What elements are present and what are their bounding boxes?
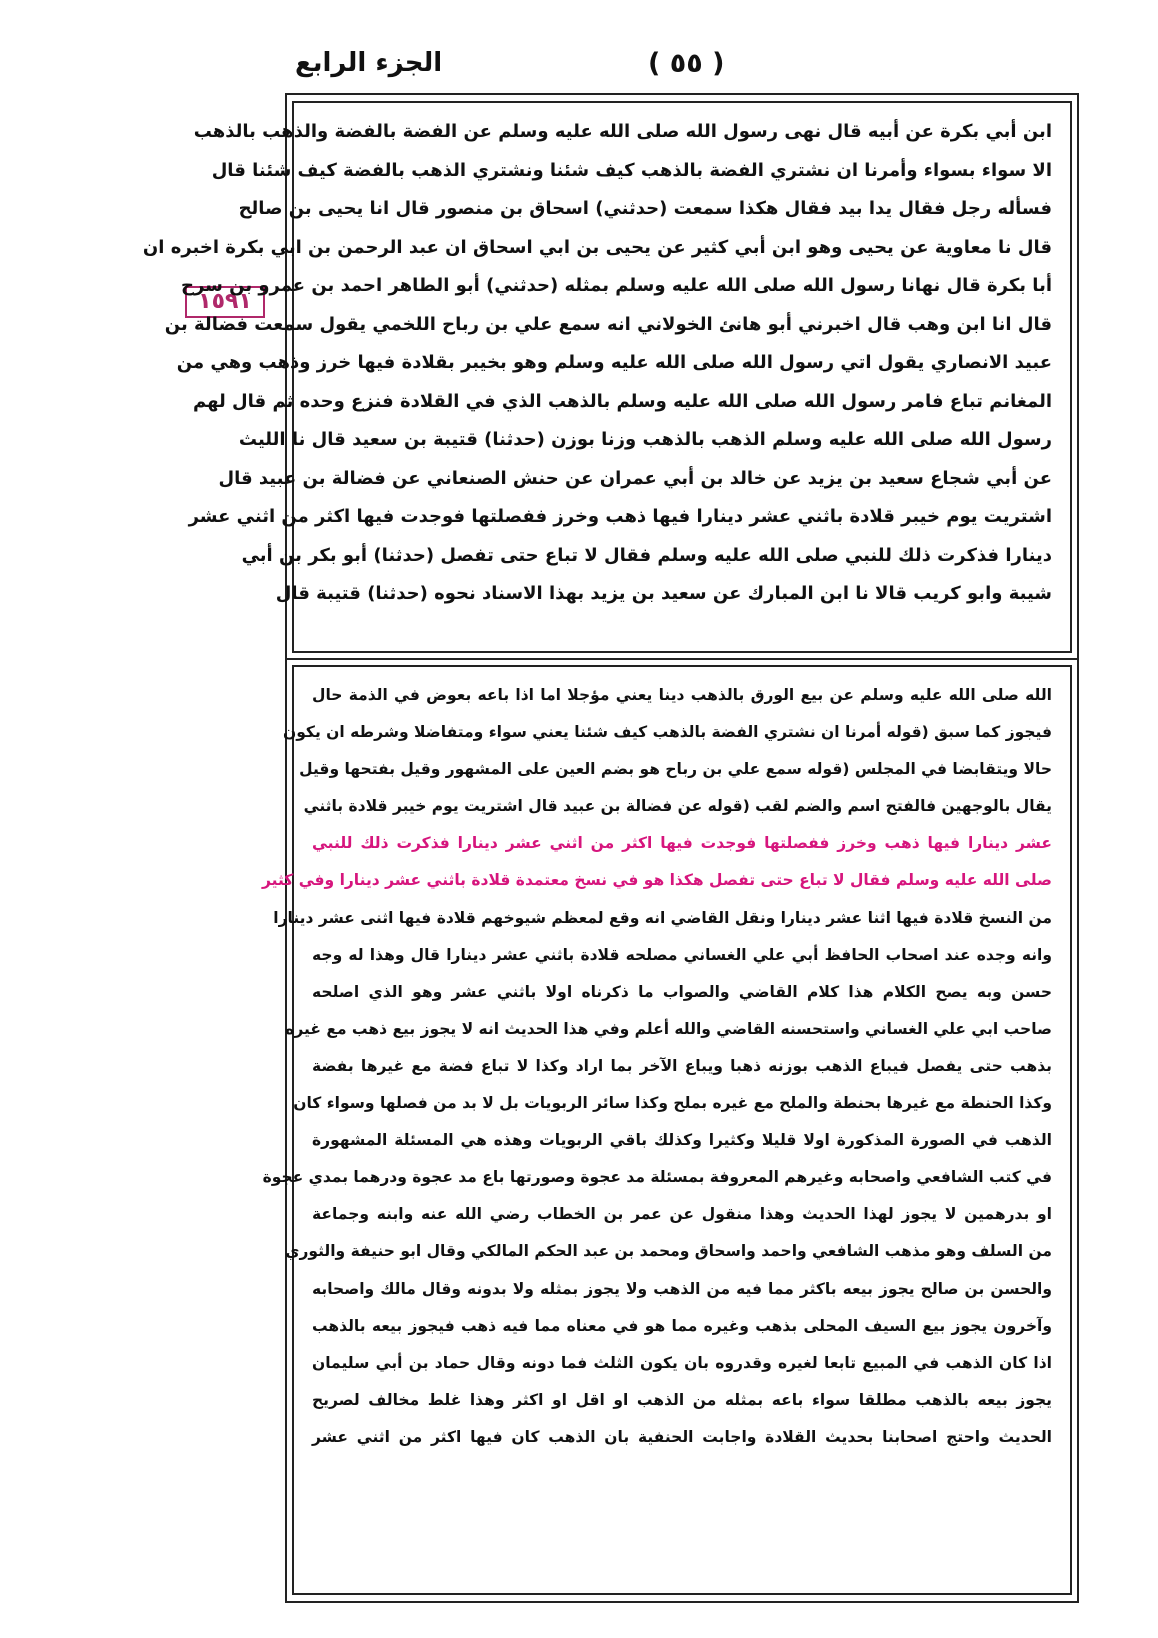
commentary-line: حالا ويتقابضا في المجلس (قوله سمع علي بن رباح هو بضم العين على المشهور وقيل بفتحها وقيل xyxy=(299,760,1052,779)
hadith-line: المغانم تباع فامر رسول الله صلى الله عليه وسلم بالذهب الذي في القلادة فنزع وحده ثم قال لهم xyxy=(193,390,1052,412)
hadith-line: عن أبي شجاع سعيد بن يزيد عن خالد بن أبي عمران عن حنش الصنعاني عن فضالة بن عبيد قال xyxy=(218,467,1052,489)
hadith-line: أبا بكرة قال نهانا رسول الله صلى الله عليه وسلم بمثله (حدثني) أبو الطاهر احمد بن عمرو بن سرح xyxy=(180,275,1052,296)
commentary-line: الحديث واحتج اصحابنا بحديث القلادة واجابت الحنفية بان الذهب كان فيها اكثر من اثني عشر xyxy=(312,1427,1052,1446)
commentary-line: فيجوز كما سبق (قوله أمرنا ان نشتري الفضة بالذهب كيف شئنا يعني سواء ومتفاضلا وشرطه ان يكون xyxy=(282,723,1052,742)
hadith-line: دينارا فذكرت ذلك للنبي صلى الله عليه وسلم فقال لا تباع حتى تفصل (حدثنا) أبو بكر بن أبي xyxy=(241,544,1052,566)
commentary-line: او بدرهمين لا يجوز لهذا الحديث وهذا منقول عن عمر بن الخطاب رضي الله عنه وابنه وجماعة xyxy=(312,1205,1052,1224)
hadith-line: رسول الله صلى الله عليه وسلم الذهب بالذهب وزنا بوزن (حدثنا) قتيبة بن سعيد قال نا الليث xyxy=(238,429,1052,450)
hadith-line: شيبة وابو كريب قالا نا ابن المبارك عن سعيد بن يزيد بهذا الاسناد نحوه (حدثنا) قتيبة قال xyxy=(275,583,1052,604)
commentary-line: في كتب الشافعي واصحابه وغيرهم المعروفة بمسئلة مد عجوة وصورتها باع مد عجوة ودرهما بمدي عجوة xyxy=(262,1168,1052,1187)
hadith-line: الا سواء بسواء وأمرنا ان نشتري الفضة بالذهب كيف شئنا ونشتري الذهب بالفضة كيف شئنا قال xyxy=(211,159,1052,181)
commentary-line: وكذا الحنطة مع غيرها بحنطة والملح مع غيره بملح وكذا سائر الربويات بل لا بد من فصلها وسواء كان xyxy=(293,1094,1052,1113)
commentary-line: يقال بالوجهين فالفتح اسم والضم لقب (قوله عن فضالة بن عبيد قال اشتريت يوم خيبر قلادة باثني xyxy=(303,797,1052,816)
commentary-text-box xyxy=(262,665,1072,1595)
commentary-line: الذهب في الصورة المذكورة اولا قليلا وكثيرا وكذلك باقي الربويات وهذه هي المسئلة المشهورة xyxy=(312,1131,1052,1150)
commentary-line-highlighted: عشر دينارا فيها ذهب وخرز ففصلتها فوجدت فيها اكثر من اثني عشر دينارا فذكرت ذلك للنبي xyxy=(312,834,1052,853)
commentary-line: الله صلى الله عليه وسلم عن بيع الورق بالذهب دينا يعني مؤجلا اما اذا باعه بعوض في الذمة حال xyxy=(312,686,1052,704)
commentary-line xyxy=(312,1456,1052,1493)
commentary-line: من النسخ قلادة فيها اثنا عشر دينارا ونقل القاضي انه وقع لمعظم شيوخهم قلادة فيها اثنى عشر دينارا xyxy=(273,908,1052,927)
hadith-line: قال نا معاوية عن يحيى وهو ابن أبي كثير عن يحيى بن ابي اسحاق ان عبد الرحمن بن ابي بكرة اخبره ان xyxy=(142,236,1052,258)
commentary-line: حسن وبه يصح الكلام هذا كلام القاضي والصواب ما ذكرناه اولا باثني عشر وهو الذي اصلحه xyxy=(312,982,1052,1001)
commentary-line: اذا كان الذهب في المبيع تابعا لغيره وقدروه بان يكون الثلث فما دونه وقال حماد بن أبي سليمان xyxy=(312,1353,1052,1372)
commentary-line: صاحب ابي علي الغساني واستحسنه القاضي والله أعلم وفي هذا الحديث انه لا يجوز بيع ذهب مع غيره xyxy=(285,1019,1052,1038)
commentary-line: يجوز بيعه بالذهب مطلقا سواء باعه بمثله من الذهب او اقل او اكثر وهذا غلط مخالف لصريح xyxy=(312,1390,1052,1409)
hadith-line: ابن أبي بكرة عن أبيه قال نهى رسول الله صلى الله عليه وسلم عن الفضة بالفضة والذهب بالذهب xyxy=(193,121,1052,142)
hadith-line: فسأله رجل فقال يدا بيد فقال هكذا سمعت (حدثني) اسحاق بن منصور قال انا يحيى بن صالح xyxy=(238,198,1052,219)
commentary-line-highlighted: صلى الله عليه وسلم فقال لا تباع حتى تفصل هكذا هو في نسخ معتمدة قلادة باثني عشر دينارا وفي كثير xyxy=(262,871,1052,890)
commentary-line: من السلف وهو مذهب الشافعي واحمد واسحاق ومحمد بن عبد الحكم المالكي وقال ابو حنيفة والثوري xyxy=(285,1242,1052,1261)
commentary-line: بذهب حتى يفصل فيباع الذهب بوزنه ذهبا ويباع الآخر بما اراد وكذا لا تباع فضة مع غيرها بفضة xyxy=(312,1056,1052,1075)
section-divider xyxy=(287,658,1077,660)
commentary-line: والحسن بن صالح يجوز بيعه باكثر مما فيه من الذهب ولا يجوز بمثله ولا بدونه وقال مالك واصحابه xyxy=(312,1279,1052,1298)
hadith-line: اشتريت يوم خيبر قلادة باثني عشر دينارا فيها ذهب وخرز ففصلتها فوجدت فيها اكثر من اثني عشر xyxy=(188,506,1052,527)
commentary-line: وانه وجده عند اصحاب الحافظ أبي علي الغساني مصلحه قلادة باثني عشر دينارا قال وهذا له وجه xyxy=(312,945,1052,964)
page-number: ( ٥٥ ) xyxy=(648,48,725,79)
hadith-line: عبيد الانصاري يقول اتي رسول الله صلى الله عليه وسلم وهو بخيبر بقلادة فيها خرز وذهب وهي من xyxy=(176,352,1052,373)
part-title: الجزء الرابع xyxy=(295,48,443,78)
commentary-line: وآخرون يجوز بيع السيف المحلى بذهب وغيره مما هو في معناه مما فيه ذهب فيجوز بيعه بالذهب xyxy=(312,1316,1052,1335)
hadith-line: قال انا ابن وهب قال اخبرني أبو هانئ الخولاني انه سمع علي بن رباح اللخمي يقول سمعت فضالة بن xyxy=(164,313,1052,335)
hadith-number-badge: ١٥٩١ xyxy=(185,286,265,318)
